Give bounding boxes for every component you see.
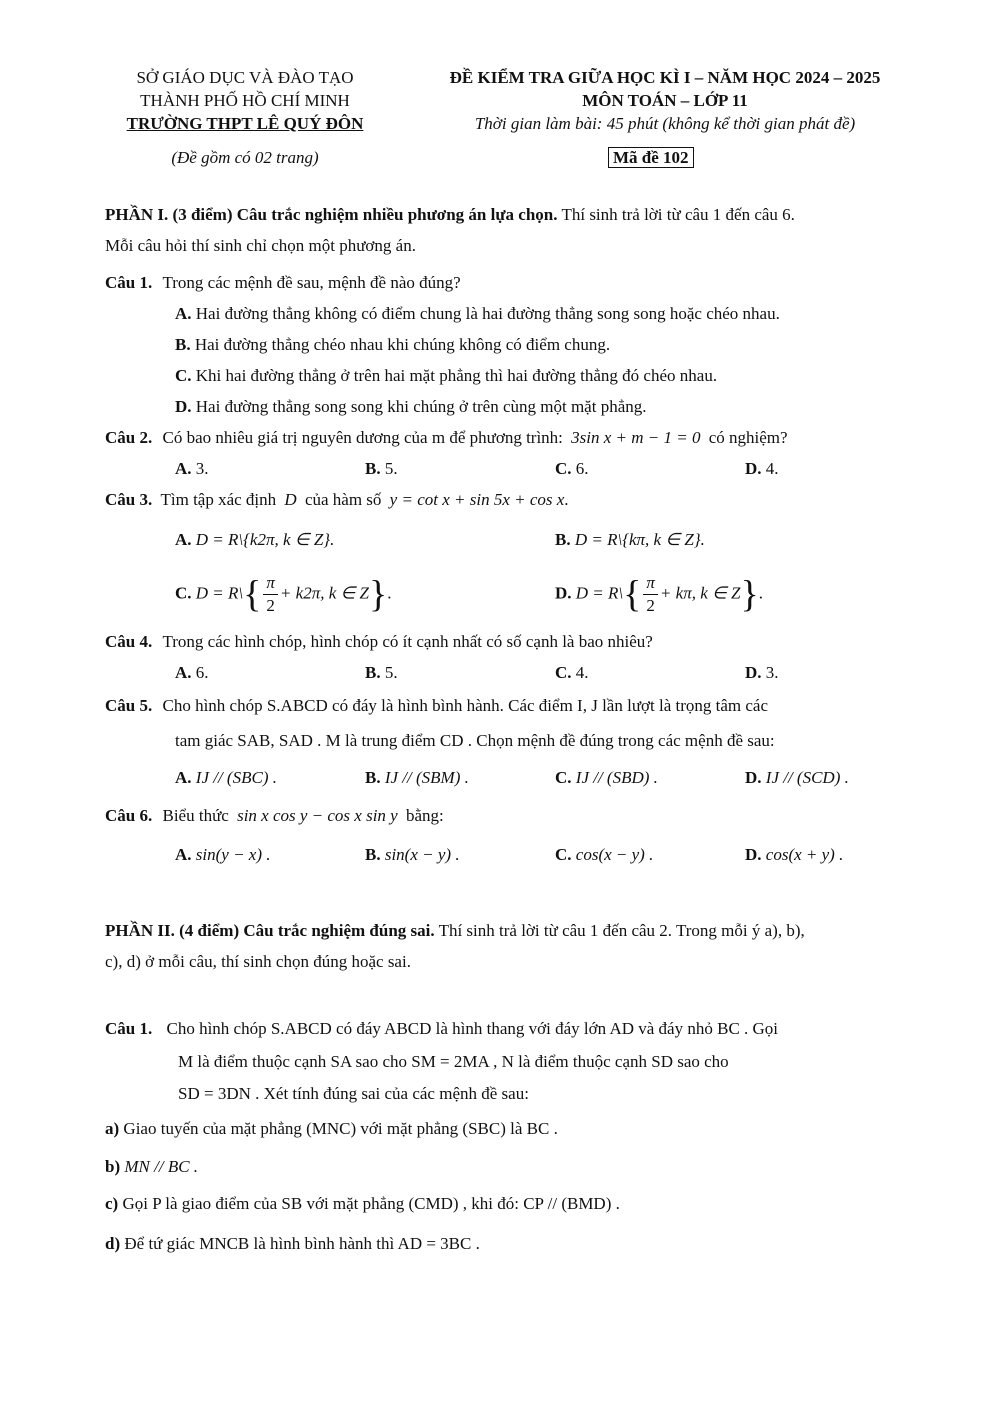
option-text-prefix: D = R\ xyxy=(195,583,244,603)
part2-question-1-line3: SD = 3DN . Xét tính đúng sai của các mệnh đề sau: xyxy=(178,1084,529,1103)
option-label: A. xyxy=(175,663,192,682)
option-label: A. xyxy=(175,768,192,787)
statement-text: Gọi P là giao điểm của SB với mặt phẳng (CMD) , khi đó: CP // (BMD) . xyxy=(122,1194,620,1213)
option-label: A. xyxy=(175,304,192,323)
option-text: 4. xyxy=(765,459,779,478)
option-text: IJ // (SBM) . xyxy=(384,768,469,787)
statement-label: d) xyxy=(105,1234,121,1253)
option-label: D. xyxy=(745,845,762,864)
fraction-numerator: π xyxy=(263,572,278,595)
city-name: THÀNH PHỐ HỒ CHÍ MINH xyxy=(140,91,350,110)
question-label: Câu 2. xyxy=(105,428,153,447)
q3-option-b xyxy=(555,530,705,550)
option-text: Hai đường thẳng song song khi chúng ở trên cùng một mặt phẳng. xyxy=(195,397,647,416)
question-text: Cho hình chóp S.ABCD có đáy là hình bình hành. Các điểm I, J lần lượt là trọng tâm các xyxy=(162,696,769,715)
q2-option-c xyxy=(555,459,589,479)
q4-option-d xyxy=(745,663,779,683)
question-label: Câu 6. xyxy=(105,806,153,825)
question-label: Câu 1. xyxy=(105,1019,153,1038)
option-text: 3. xyxy=(195,459,209,478)
part1-intro-line2: Mỗi câu hỏi thí sinh chỉ chọn một phương án. xyxy=(105,236,416,255)
option-text: 4. xyxy=(575,663,589,682)
subject-title: MÔN TOÁN – LỚP 11 xyxy=(582,91,748,110)
option-label: B. xyxy=(365,663,381,682)
option-label: D. xyxy=(745,663,762,682)
part2-title: PHẦN II. (4 điểm) Câu trắc nghiệm đúng sai. xyxy=(105,921,435,940)
question-text: Tìm tập xác định xyxy=(160,490,277,509)
question-label: Câu 5. xyxy=(105,696,153,715)
question-label: Câu 4. xyxy=(105,632,153,651)
option-text-suffix: + kπ, k ∈ Z xyxy=(659,583,741,603)
q6-option-d xyxy=(745,845,843,865)
question-label: Câu 1. xyxy=(105,273,153,292)
domain-variable: D xyxy=(284,490,297,509)
option-label: D. xyxy=(745,768,762,787)
option-label: C. xyxy=(555,459,572,478)
q4-option-c xyxy=(555,663,589,683)
question-5-line2: tam giác SAB, SAD . M là trung điểm CD . Chọn mệnh đề đúng trong các mệnh đề sau: xyxy=(175,731,775,750)
option-text: 6. xyxy=(575,459,589,478)
question-2 xyxy=(105,428,788,448)
option-text-prefix: D = R\ xyxy=(575,583,624,603)
fraction xyxy=(263,572,278,617)
function-expression: y = cot x + sin 5x + cos x xyxy=(389,490,565,509)
school-name: TRƯỜNG THPT LÊ QUÝ ĐÔN xyxy=(126,114,364,133)
question-label: Câu 3. xyxy=(105,490,153,509)
statement-a xyxy=(105,1119,558,1139)
q2-option-a xyxy=(175,459,209,479)
q3-option-a xyxy=(175,530,334,550)
statement-c xyxy=(105,1194,620,1214)
q2-option-d xyxy=(745,459,779,479)
question-text: Có bao nhiêu giá trị nguyên dương của m để phương trình: xyxy=(162,428,563,447)
question-text-mid: của hàm số xyxy=(304,490,382,509)
option-label: B. xyxy=(365,768,381,787)
fraction-denominator: 2 xyxy=(266,596,275,615)
fraction xyxy=(643,572,658,617)
q4-option-a xyxy=(175,663,209,683)
equation: 3sin x + m − 1 = 0 xyxy=(571,428,701,447)
option-label: B. xyxy=(175,335,191,354)
fraction-denominator: 2 xyxy=(646,596,655,615)
q5-option-a xyxy=(175,768,277,788)
left-brace-icon: { xyxy=(623,573,642,616)
part2-question-1 xyxy=(105,1019,778,1039)
option-label: B. xyxy=(365,845,381,864)
question-3 xyxy=(105,490,569,510)
option-label: D. xyxy=(745,459,762,478)
part2-intro xyxy=(105,915,945,977)
option-label: A. xyxy=(175,459,192,478)
q5-option-c xyxy=(555,768,658,788)
question-1 xyxy=(105,273,461,293)
q1-option-a xyxy=(175,304,780,324)
question-text-end: . xyxy=(564,490,569,509)
q5-option-d xyxy=(745,768,849,788)
exam-title: ĐỀ KIỂM TRA GIỮA HỌC KÌ I – NĂM HỌC 2024 – 2025 xyxy=(449,68,881,87)
right-brace-icon: } xyxy=(740,573,759,616)
statement-label: b) xyxy=(105,1157,121,1176)
part1-intro xyxy=(105,199,945,261)
option-text: 5. xyxy=(384,663,398,682)
page-count-note: (Đề gồm có 02 trang) xyxy=(171,148,319,167)
part2-intro-line2: c), d) ở mỗi câu, thí sinh chọn đúng hoặc sai. xyxy=(105,952,411,971)
department-name: SỞ GIÁO DỤC VÀ ĐÀO TẠO xyxy=(136,68,354,87)
option-text: 3. xyxy=(765,663,779,682)
option-text: D = R\{kπ, k ∈ Z}. xyxy=(574,530,705,549)
q6-option-a xyxy=(175,845,271,865)
q3-option-c: C. D = R\{ $\frac{\pi}{2}$ + k2π, k ∈ Z}. xyxy=(175,573,392,616)
part1-intro-text: Thí sinh trả lời từ câu 1 đến câu 6. xyxy=(557,205,795,224)
statement-text: Để tứ giác MNCB là hình bình hành thì AD = 3BC . xyxy=(124,1234,480,1253)
option-label: D. xyxy=(175,397,192,416)
question-text-end: bằng: xyxy=(405,806,444,825)
option-text: IJ // (SBD) . xyxy=(575,768,658,787)
fraction-numerator: π xyxy=(643,572,658,595)
statement-text: MN // BC . xyxy=(124,1157,199,1176)
q1-option-c xyxy=(175,366,717,386)
q2-option-b xyxy=(365,459,398,479)
q5-option-b xyxy=(365,768,469,788)
right-brace-icon: } xyxy=(369,573,388,616)
q4-option-b xyxy=(365,663,398,683)
q6-option-b xyxy=(365,845,460,865)
statement-label: a) xyxy=(105,1119,120,1138)
option-text: sin(x − y) . xyxy=(384,845,460,864)
option-text-suffix: + k2π, k ∈ Z xyxy=(279,583,370,603)
expression: sin x cos y − cos x sin y xyxy=(237,806,398,825)
question-5 xyxy=(105,696,768,716)
part2-question-1-line2: M là điểm thuộc cạnh SA sao cho SM = 2MA , N là điểm thuộc cạnh SD sao cho xyxy=(178,1052,729,1071)
question-4 xyxy=(105,632,653,652)
option-text: IJ // (SCD) . xyxy=(765,768,849,787)
option-text: Hai đường thẳng chéo nhau khi chúng không có điểm chung. xyxy=(194,335,611,354)
question-text: Trong các hình chóp, hình chóp có ít cạnh nhất có số cạnh là bao nhiêu? xyxy=(162,632,653,651)
option-label: A. xyxy=(175,530,192,549)
option-label: C. xyxy=(555,768,572,787)
time-limit: Thời gian làm bài: 45 phút (không kể thời gian phát đề) xyxy=(474,114,856,133)
question-6 xyxy=(105,806,444,826)
q6-option-c xyxy=(555,845,653,865)
option-text: Khi hai đường thẳng ở trên hai mặt phẳng thì hai đường thẳng đó chéo nhau. xyxy=(195,366,718,385)
option-text: 5. xyxy=(384,459,398,478)
question-text: Cho hình chóp S.ABCD có đáy ABCD là hình thang với đáy lớn AD và đáy nhỏ BC . Gọi xyxy=(166,1019,779,1038)
option-text: D = R\{k2π, k ∈ Z}. xyxy=(195,530,335,549)
part1-title: PHẦN I. (3 điểm) Câu trắc nghiệm nhiều phương án lựa chọn. xyxy=(105,205,558,224)
option-text: cos(x − y) . xyxy=(575,845,654,864)
option-label: B. xyxy=(365,459,381,478)
option-label: B. xyxy=(555,530,571,549)
option-label: C. xyxy=(175,366,192,385)
option-label: C. xyxy=(555,663,572,682)
question-text: Trong các mệnh đề sau, mệnh đề nào đúng? xyxy=(162,273,461,292)
q1-option-d xyxy=(175,397,647,417)
exam-code-box xyxy=(608,148,694,168)
option-label: A. xyxy=(175,845,192,864)
q3-option-d: D. D = R\{ $\frac{\pi}{2}$ + kπ, k ∈ Z}. xyxy=(555,573,764,616)
statement-d xyxy=(105,1234,480,1254)
option-label: C. xyxy=(175,583,192,603)
left-brace-icon: { xyxy=(243,573,262,616)
option-text: 6. xyxy=(195,663,209,682)
q1-option-b xyxy=(175,335,610,355)
statement-text: Giao tuyến của mặt phẳng (MNC) với mặt phẳng (SBC) là BC . xyxy=(123,1119,558,1138)
option-text: IJ // (SBC) . xyxy=(195,768,277,787)
option-text: sin(y − x) . xyxy=(195,845,271,864)
statement-label: c) xyxy=(105,1194,119,1213)
question-text: Biểu thức xyxy=(162,806,229,825)
statement-b xyxy=(105,1157,198,1177)
option-label: D. xyxy=(555,583,572,603)
exam-code: Mã đề 102 xyxy=(608,147,694,168)
part2-intro-text: Thí sinh trả lời từ câu 1 đến câu 2. Trong mỗi ý a), b), xyxy=(434,921,805,940)
option-label: C. xyxy=(555,845,572,864)
option-text: cos(x + y) . xyxy=(765,845,844,864)
option-text: Hai đường thẳng không có điểm chung là hai đường thẳng song song hoặc chéo nhau. xyxy=(195,304,780,323)
question-text-end: có nghiệm? xyxy=(708,428,788,447)
